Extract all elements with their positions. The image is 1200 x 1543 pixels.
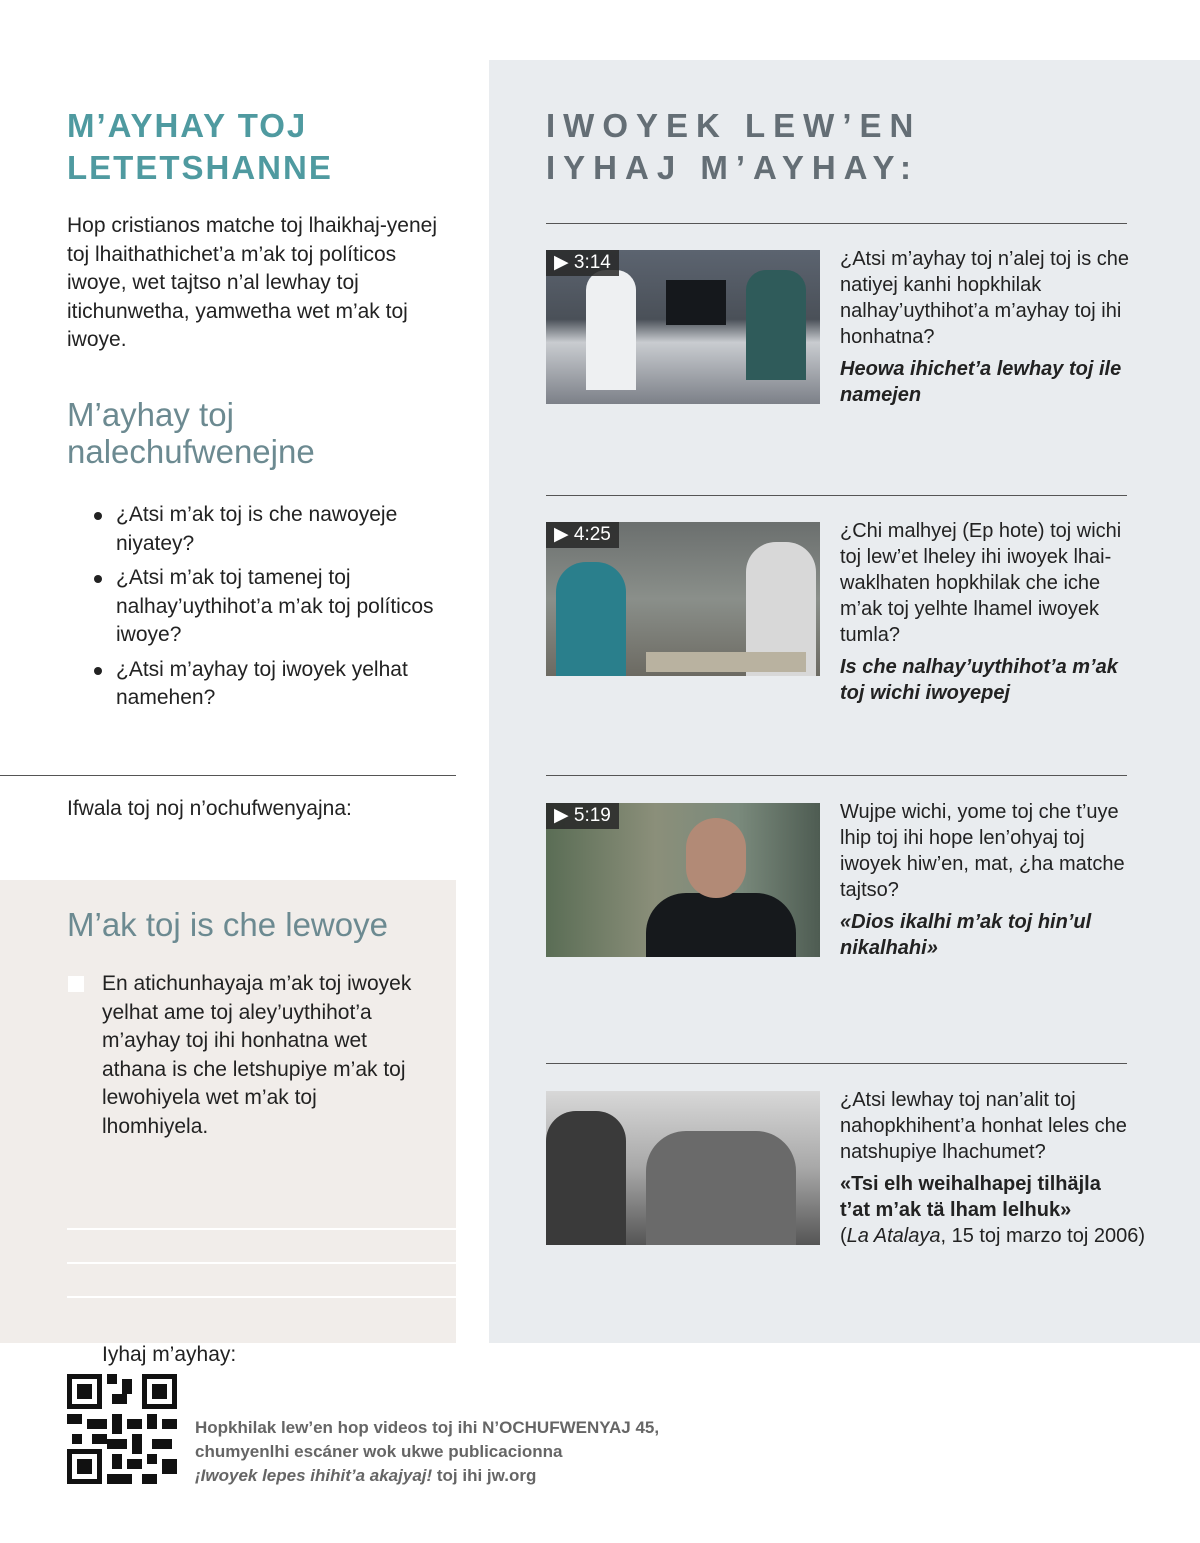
video-title[interactable]: «Dios ikalhi m’ak toj hin’ul nikalhahi»: [840, 911, 1092, 959]
article-title[interactable]: «Tsi elh weihalhapej tilhäjla t’at m’ak tä lham lelhuk»: [840, 1173, 1101, 1221]
footer-link-text[interactable]: toj ihi jw.org: [432, 1466, 537, 1485]
qr-code-icon[interactable]: [67, 1374, 177, 1484]
duration-text: 5:19: [573, 805, 611, 826]
video-duration: ▶ 4:25: [546, 522, 619, 548]
heading-line: nalechufwenejne: [67, 433, 315, 470]
checkbox[interactable]: [68, 1347, 84, 1363]
video-thumbnail[interactable]: [546, 803, 820, 957]
checkbox[interactable]: [68, 976, 84, 992]
list-item: ¿Atsi m’ak toj is che nawoyeje niyatey?: [68, 501, 448, 558]
footer-line: chumyenlhi escáner wok ukwe publicacionna: [195, 1442, 563, 1461]
footer-text: [195, 1416, 659, 1488]
video-duration: ▶ 5:19: [546, 803, 619, 829]
video-title[interactable]: Heowa ihichet’a lewhay toj ile namejen: [840, 358, 1122, 406]
todo-text: En atichunhayaja m’ak toj iwoyek yelhat ame toj aley’uythihot’a m’ayhay toj ihi honhatna wet athana is che letshupiye m’ak toj lewohiyela wet m’ak toj lhomhiyela.: [102, 972, 412, 1138]
video-question: ¿Chi malhyej (Ep hote) toj wichi toj lew’et lheley ihi iwoyek lhai-waklhaten hopkhilak che iche m’ak toj yelhte lhamel iwoyek tumla?: [840, 520, 1122, 646]
todo-item: [0, 970, 420, 1141]
todo-text: Iyhaj m’ayhay:: [102, 1343, 237, 1366]
source-publication: La Atalaya: [846, 1225, 941, 1247]
video-question: Wujpe wichi, yome toj che t’uye lhip toj ihi hope len’ohyaj toj iwoyek hiw’en, mat, ¿ha matche tajtso?: [840, 801, 1125, 901]
divider: [546, 223, 1127, 224]
duration-text: 3:14: [573, 252, 611, 273]
video-info: [840, 246, 1130, 408]
video-thumbnail[interactable]: [546, 250, 820, 404]
video-title[interactable]: Is che nalhay’uythihot’a m’ak toj wichi iwoyepej: [840, 656, 1118, 704]
video-info: [840, 799, 1130, 961]
title-line: M’AYHAY TOJ: [67, 107, 308, 144]
article-question: ¿Atsi lewhay toj nan’alit toj nahopkhihent’a honhat leles che natshupiye lhachumet?: [840, 1089, 1127, 1163]
verse-label: Ifwala toj noj n’ochufwenyajna:: [67, 797, 352, 820]
heading-line: IYHAJ M’AYHAY:: [546, 149, 920, 186]
questions-list: [68, 501, 448, 719]
video-question: ¿Atsi m’ayhay toj n’alej toj is che natiyej kanhi hopkhilak nalhay’uythihot’a m’ayhay toj ihi honhatna?: [840, 248, 1130, 348]
footer-line: [195, 1464, 659, 1488]
divider: [0, 775, 456, 776]
title-line: LETETSHANNE: [67, 149, 333, 186]
divider: [546, 775, 1127, 776]
todo-item: [0, 1341, 420, 1370]
paren: (: [840, 1225, 847, 1247]
article-illustration[interactable]: [546, 1091, 820, 1245]
write-line[interactable]: [67, 1262, 456, 1264]
video-duration: ▶ 3:14: [546, 250, 619, 276]
article-info: [840, 1087, 1146, 1249]
video-thumbnail[interactable]: [546, 522, 820, 676]
video-info: [840, 518, 1130, 706]
divider: [546, 1063, 1127, 1064]
page-title: [67, 105, 333, 189]
divider: [546, 495, 1127, 496]
source-date: , 15 toj marzo toj 2006): [940, 1225, 1146, 1247]
videos-heading: [546, 105, 921, 189]
duration-text: 4:25: [573, 524, 611, 545]
intro-text: Hop cristianos matche toj lhaikhaj-yenej toj lhaithathichet’a m’ak toj políticos iwoye, wet tajtso n’al lewhay toj itichunwetha, yamwetha wet m’ak toj iwoye.: [67, 214, 438, 351]
heading-line: IWOYEK LEW’EN: [546, 107, 922, 144]
write-line[interactable]: [67, 1228, 456, 1230]
questions-heading: [67, 396, 315, 470]
footer-italic: ¡Iwoyek lepes ihihit’a akajyaj!: [195, 1466, 433, 1485]
footer-line: Hopkhilak lew’en hop videos toj ihi N’OCHUFWENYAJ 45,: [195, 1418, 660, 1437]
heading-line: M’ayhay toj: [67, 396, 234, 433]
article-source: [840, 1223, 1146, 1249]
todo-heading: M’ak toj is che lewoye: [67, 906, 388, 943]
list-item: ¿Atsi m’ak toj tamenej toj nalhay’uythihot’a m’ak toj políticos iwoye?: [68, 564, 448, 650]
write-line[interactable]: [67, 1296, 456, 1298]
list-item: ¿Atsi m’ayhay toj iwoyek yelhat namehen?: [68, 656, 448, 713]
